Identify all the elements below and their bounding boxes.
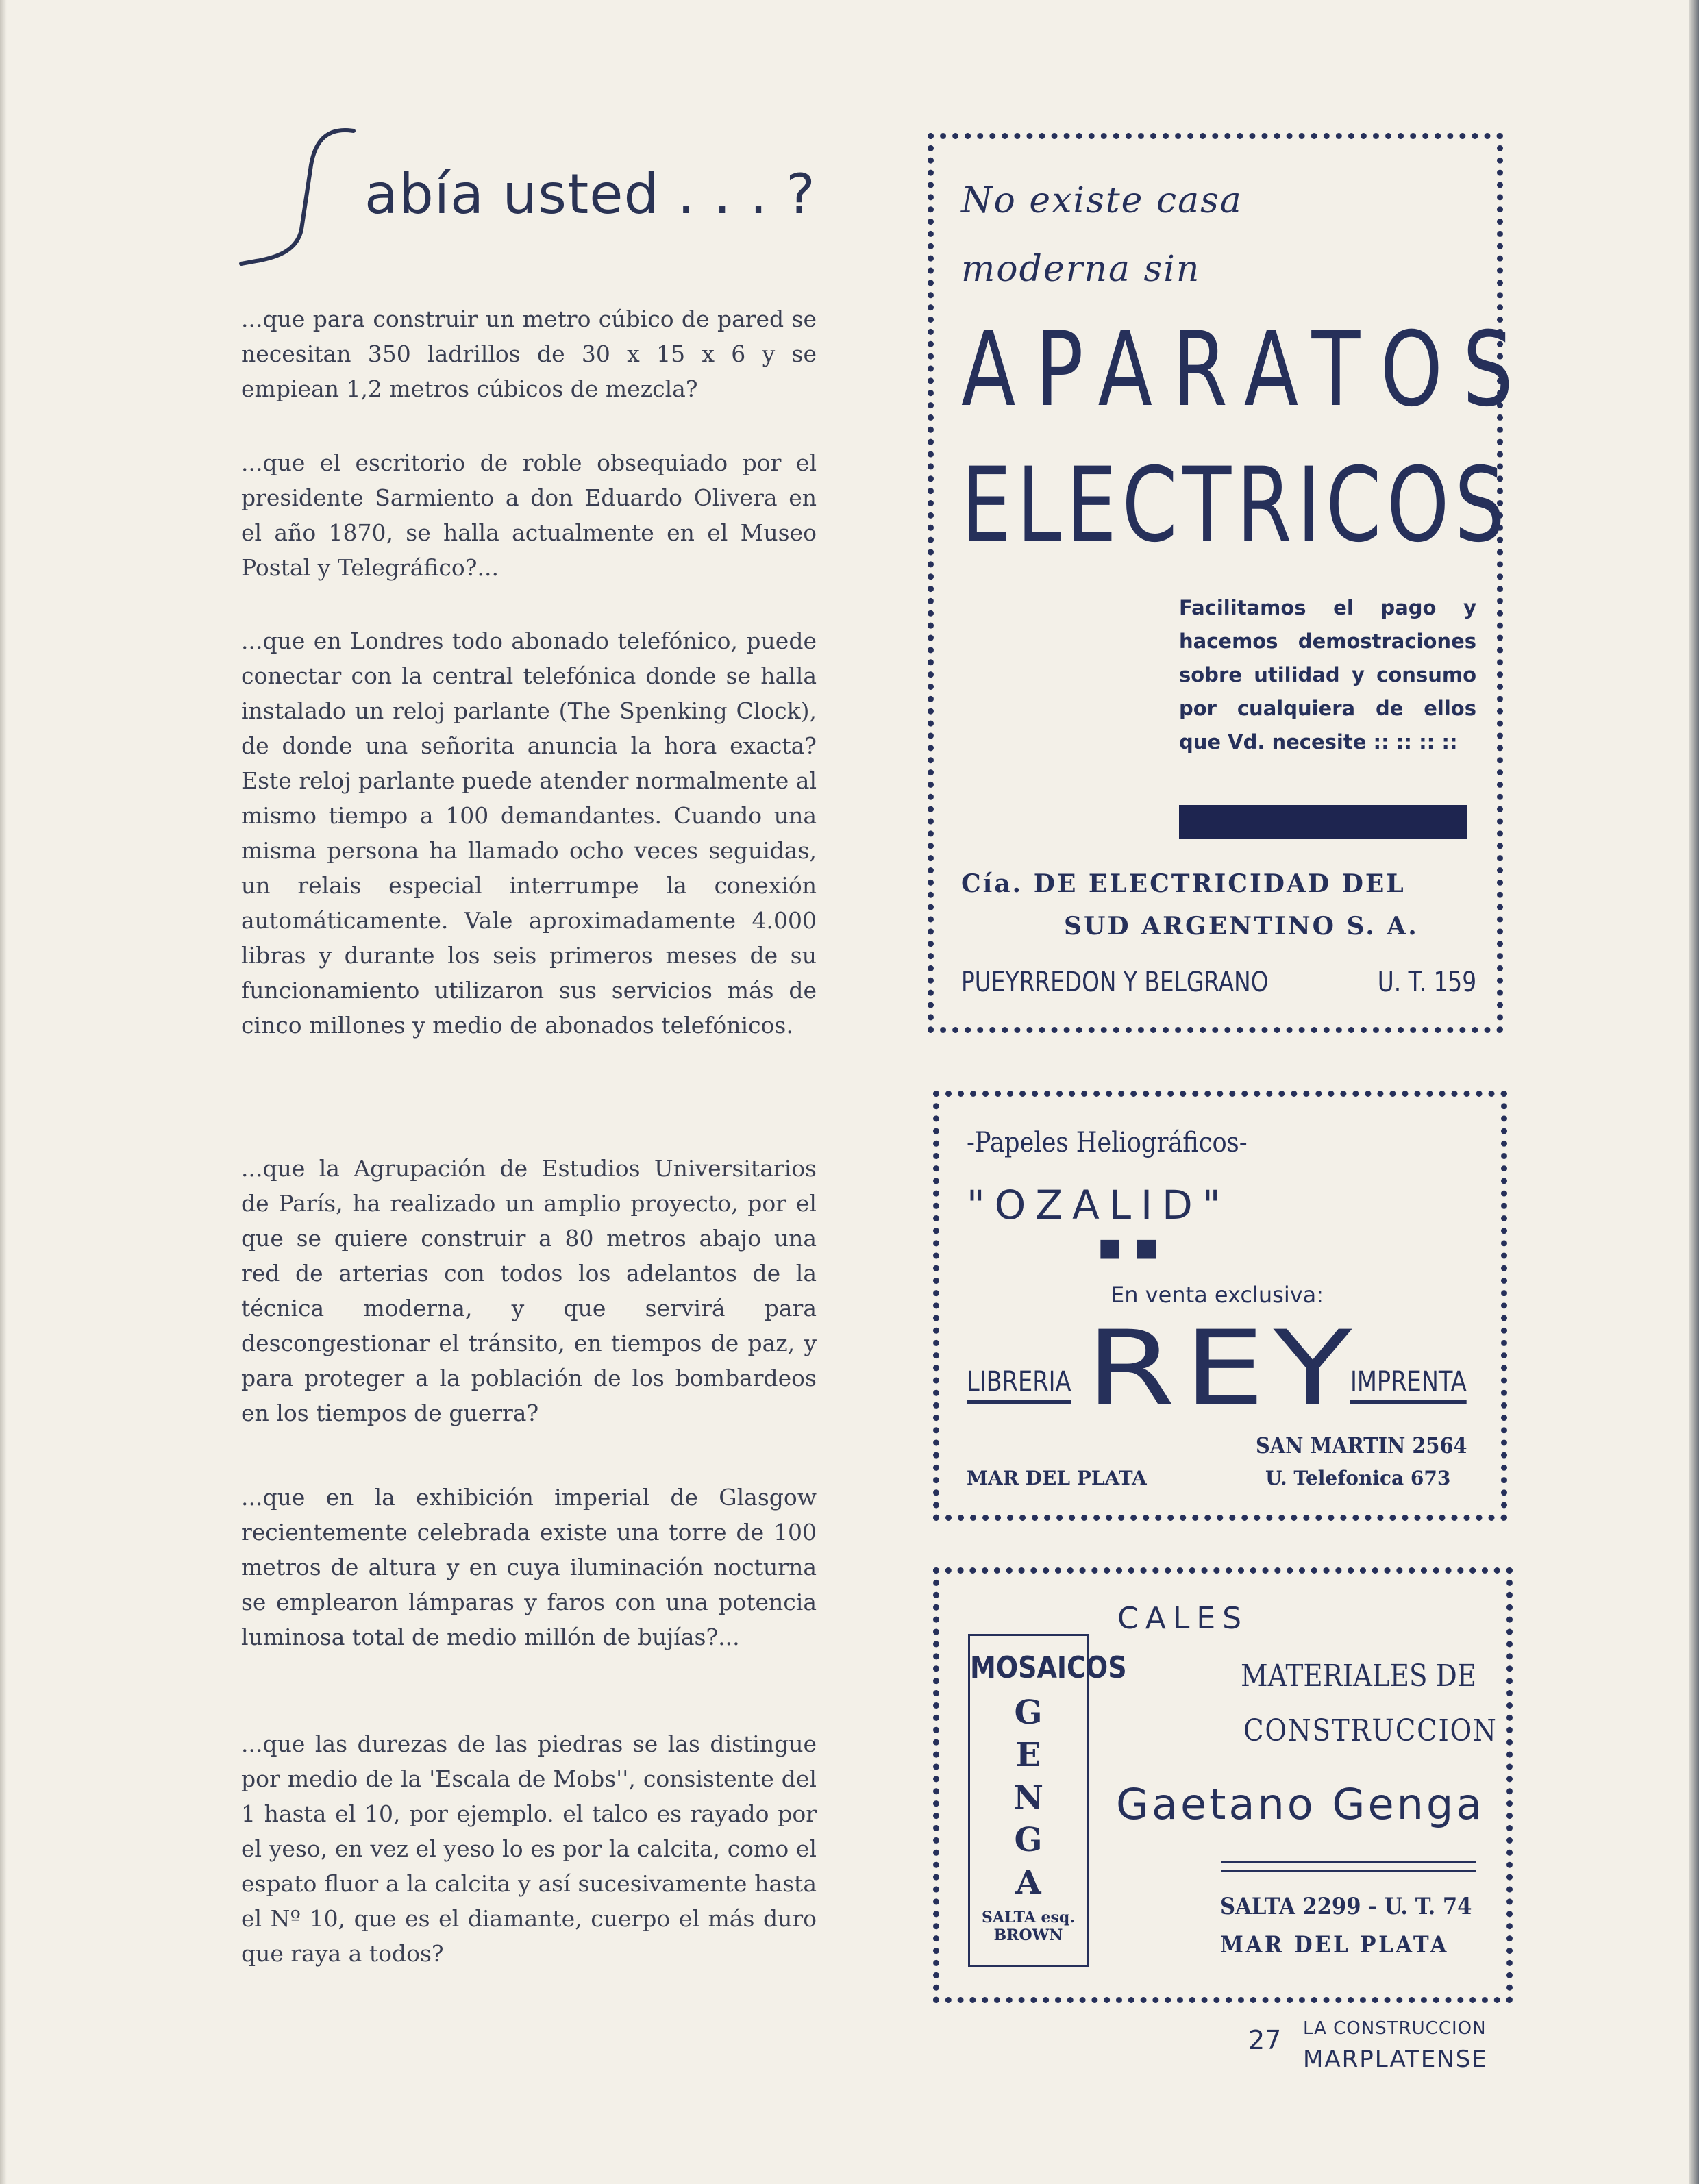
magazine-title-line: MARPLATENSE bbox=[1303, 2046, 1488, 2073]
ad-phone: U. Telefonica 673 bbox=[1265, 1467, 1451, 1489]
ad-genga bbox=[933, 1567, 1513, 2003]
article-paragraph: ...que en Londres todo abonado telefónico, puede conectar con la central telefónica donde se halla instalado un reloj parlante (The Spenking Clock), de donde una señorita anuncia la hora exacta? Este reloj parlante puede atender normalmente al mismo tiempo a 100 demandantes. Cuando una misma persona ha llamado ocho veces seguidas, un relais especial interrumpe la conexión automáticamente. Vale aproximadamente 4.000 libras y durante los seis primeros meses de su funcionamiento utilizaron sus servicios más de cinco millones y medio de abonados telefónicos. bbox=[241, 628, 817, 1039]
page-edge-right bbox=[1689, 0, 1699, 2184]
ad-exclusive-label: En venta exclusiva: bbox=[1111, 1282, 1324, 1308]
ad-company-name: Cía. DE ELECTRICIDAD DEL bbox=[961, 869, 1406, 898]
ad-electric-appliances bbox=[928, 133, 1534, 1033]
ad-address: PUEYRREDON Y BELGRANO bbox=[961, 967, 1269, 998]
ad-mosaicos-title: MOSAICOS bbox=[970, 1650, 1127, 1685]
ad-rule bbox=[1221, 1870, 1476, 1872]
ad-line: CALES bbox=[1117, 1601, 1249, 1636]
ad-dark-bar bbox=[1179, 805, 1467, 839]
ad-box-address: SALTA esq. BROWN bbox=[982, 1909, 1075, 1944]
ad-rey-logo: REY bbox=[1086, 1309, 1361, 1428]
title-text: abía usted . . . ? bbox=[364, 162, 816, 226]
article-paragraph: ...que el escritorio de roble obsequiado por el presidente Sarmiento a don Eduardo Olivera en el año 1870, se halla actualmente en el Museo Postal y Telegráfico?... bbox=[241, 449, 817, 581]
ad-city: MAR DEL PLATA bbox=[967, 1467, 1147, 1489]
ad-rule bbox=[1221, 1861, 1476, 1863]
ad-line: CONSTRUCCION bbox=[1243, 1713, 1498, 1748]
ad-headline: APARATOS bbox=[961, 310, 1534, 430]
ad-box-letter: G bbox=[1014, 1693, 1043, 1732]
ad-box-letter: E bbox=[1015, 1736, 1041, 1774]
ad-imprenta-label: IMPRENTA bbox=[1350, 1366, 1467, 1404]
ad-brand: "OZALID" bbox=[967, 1182, 1230, 1228]
ad-street: SAN MARTIN 2564 bbox=[1256, 1432, 1467, 1459]
ad-city: MAR DEL PLATA bbox=[1220, 1931, 1449, 1959]
ad-script-line: No existe casa bbox=[961, 180, 1243, 221]
ad-product-line: -Papeles Heliográficos- bbox=[967, 1127, 1248, 1158]
title-initial-s bbox=[238, 127, 375, 271]
ad-ozalid-rey bbox=[933, 1091, 1507, 1521]
page-edge-left bbox=[0, 0, 7, 2184]
article-paragraph: ...que las durezas de las piedras se las distingue por medio de la 'Escala de Mobs'', consistente del 1 hasta el 10, por ejemplo. el talco es rayado por el yeso, en vez el yeso lo es por la calcita, como el espato fluor a la calcita y así sucesivamente hasta el Nº 10, que es el diamante, cuerpo el más duro que raya a todos? bbox=[241, 1730, 817, 1967]
article-paragraph: ...que para construir un metro cúbico de pared se necesitan 350 ladrillos de 30 x 15 x 6 y se empiean 1,2 metros cúbicos de mezcla? bbox=[241, 306, 817, 402]
article-paragraph: ...que la Agrupación de Estudios Universitarios de París, ha realizado un amplio proyecto, por el que se quiere construir a 80 metros abajo una red de arterias con todos los adelantos de la técnica moderna, y que servirá para descongestionar el tránsito, en tiempos de paz, y para proteger a la población de los bombardeos en los tiempos de guerra? bbox=[241, 1155, 817, 1426]
ad-line: MATERIALES DE bbox=[1241, 1659, 1477, 1693]
ad-phone: U. T. 159 bbox=[1377, 967, 1476, 998]
article-paragraph: ...que en la exhibición imperial de Glasgow recientemente celebrada existe una torre de 100 metros de altura y en cuya iluminación nocturna se emplearon lámparas y faros con una potencia luminosa total de medio millón de bujías?... bbox=[241, 1484, 817, 1650]
ad-dots: ■ ■ bbox=[1098, 1234, 1161, 1262]
ad-promo-text: Facilitamos el pago y hacemos demostraciones sobre utilidad y consumo por cualquiera de ellos que Vd. necesite :: :: :: :: bbox=[1179, 596, 1476, 754]
ad-box-letter: G bbox=[1014, 1821, 1043, 1859]
ad-mosaicos-box bbox=[968, 1634, 1127, 1967]
page-number: 27 bbox=[1248, 2025, 1282, 2055]
ad-script-line: moderna sin bbox=[961, 249, 1201, 290]
ad-address: SALTA 2299 - U. T. 74 bbox=[1220, 1893, 1472, 1920]
section-title bbox=[238, 127, 816, 271]
ad-company-name: SUD ARGENTINO S. A. bbox=[1064, 912, 1419, 941]
ad-owner-name: Gaetano Genga bbox=[1116, 1779, 1485, 1829]
ad-box-letter: A bbox=[1015, 1863, 1041, 1902]
ad-headline: ELECTRICOS bbox=[961, 446, 1511, 565]
ad-libreria-label: LIBRERIA bbox=[967, 1366, 1071, 1404]
magazine-title-line: LA CONSTRUCCION bbox=[1303, 2018, 1487, 2039]
ad-box-letter: N bbox=[1013, 1778, 1043, 1817]
